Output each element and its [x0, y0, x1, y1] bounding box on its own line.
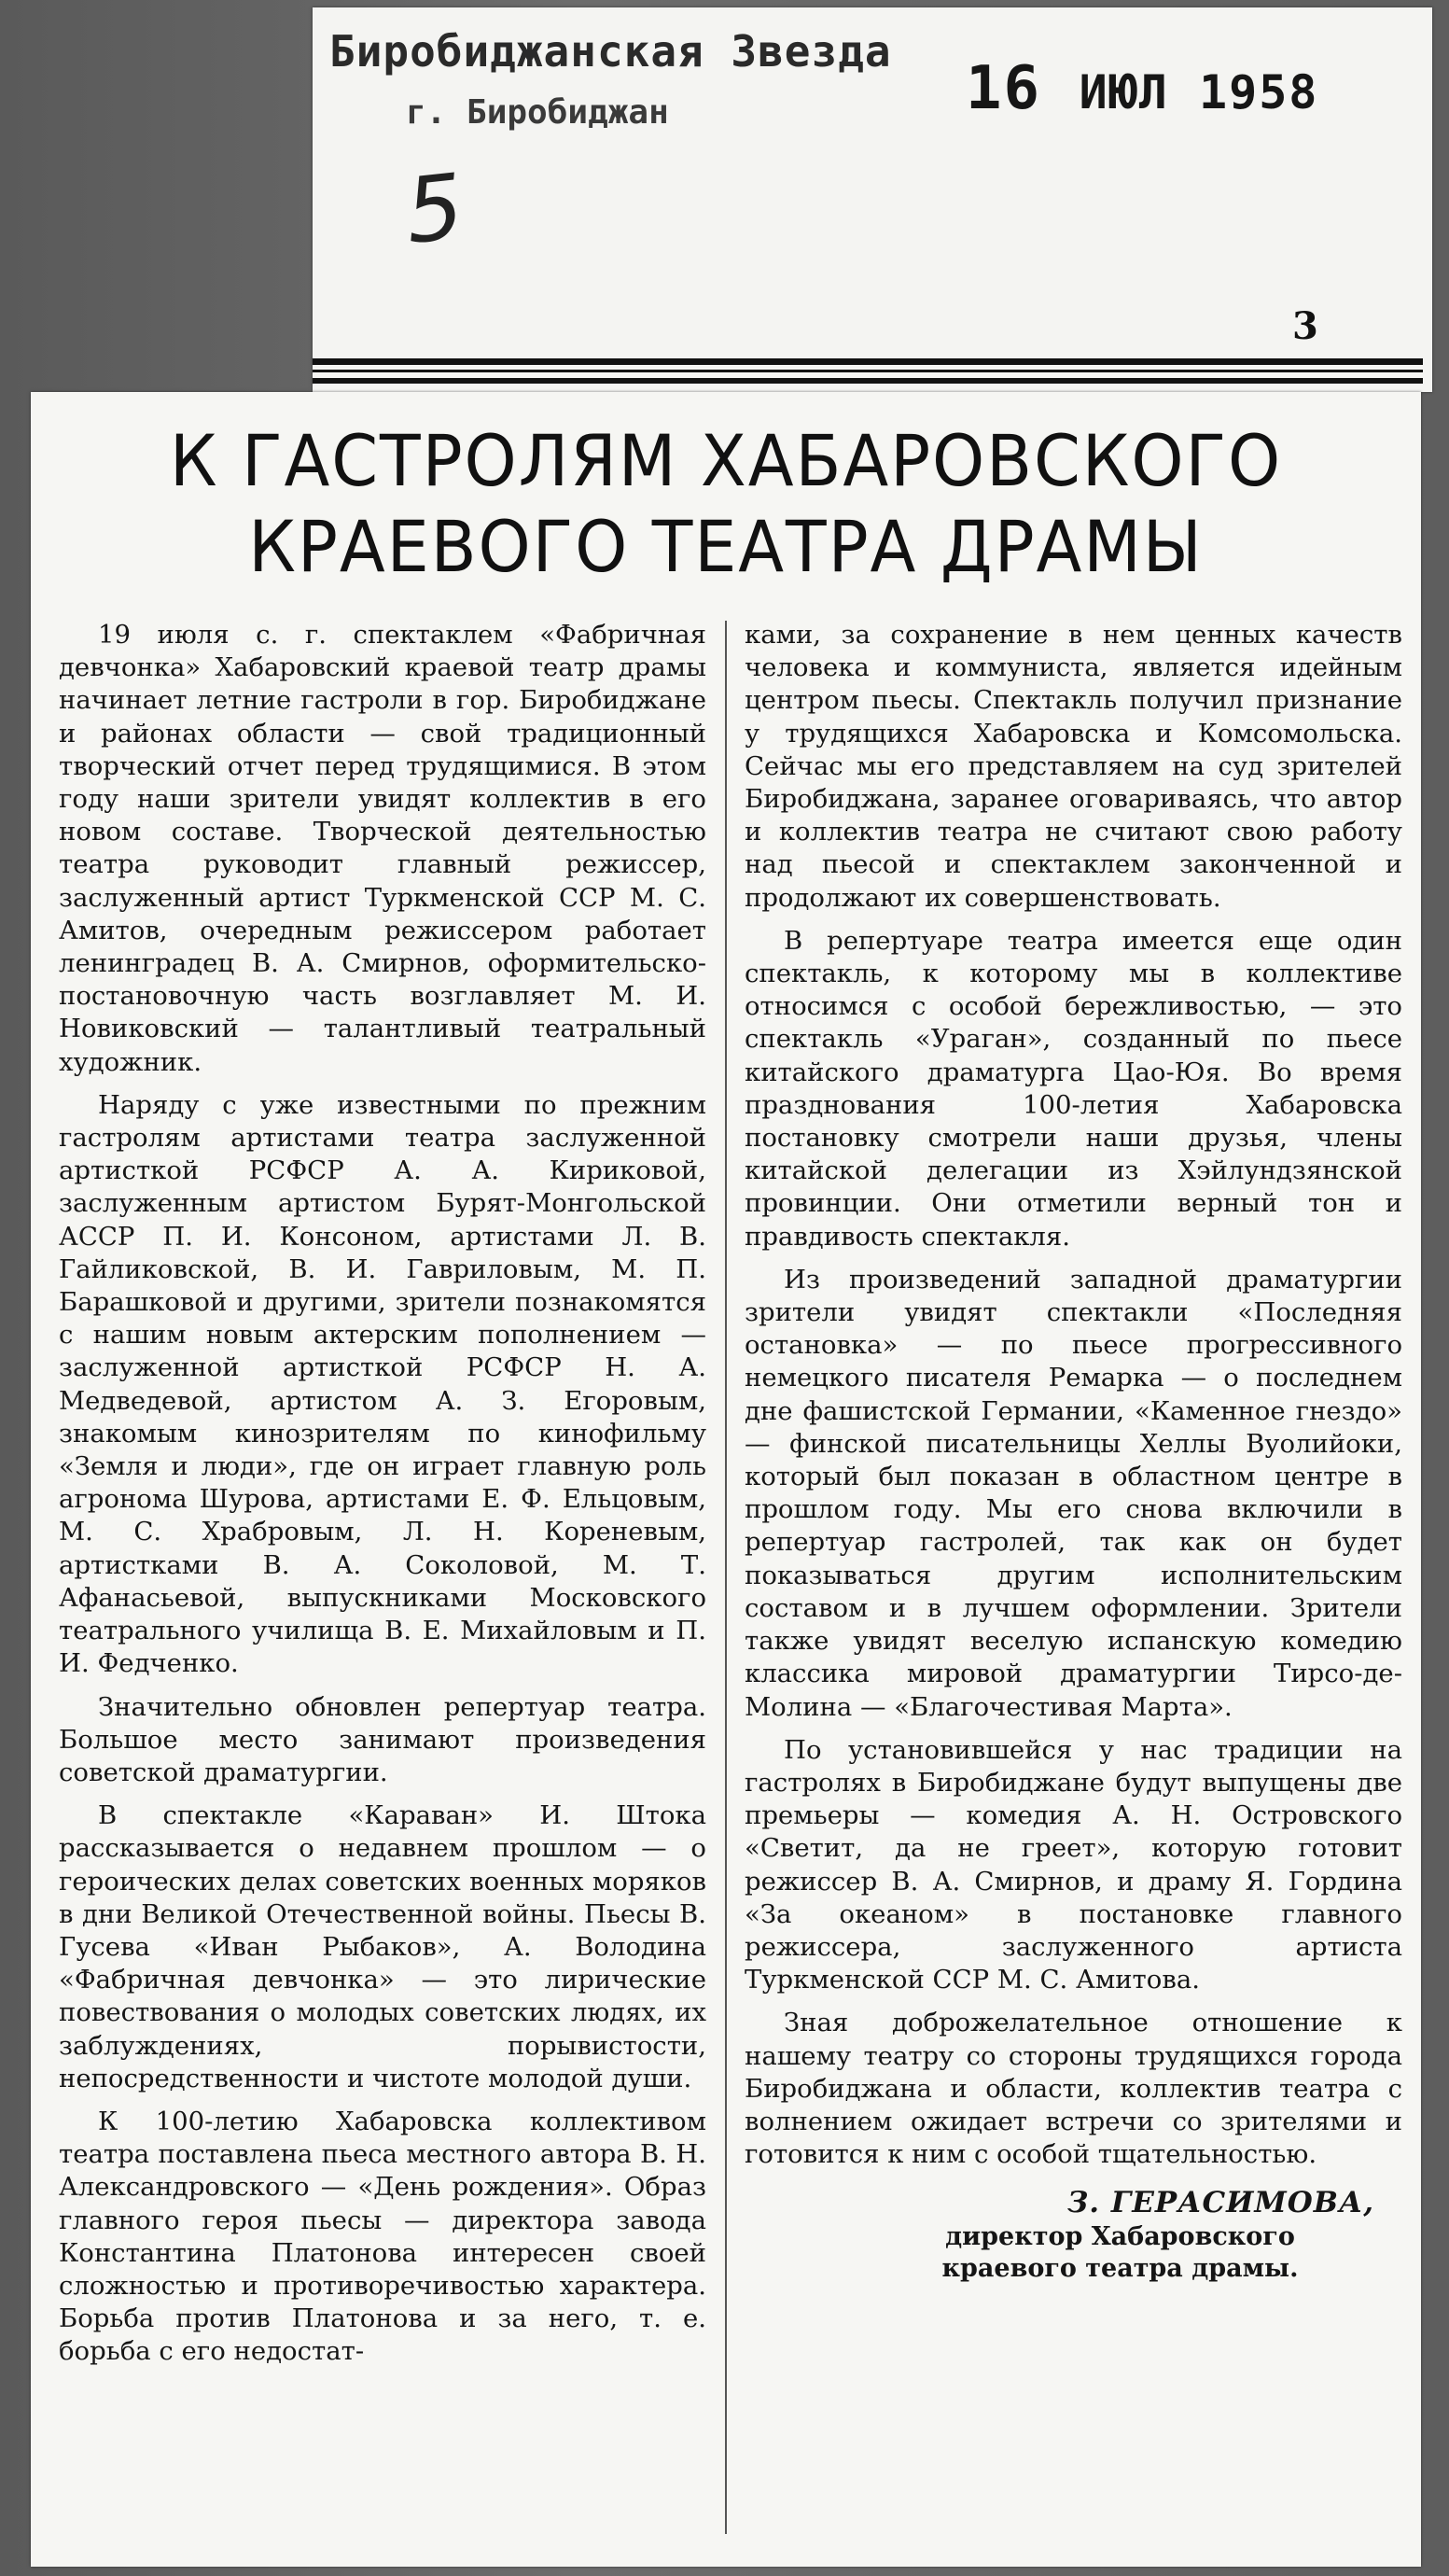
- paragraph: 19 июля с. г. спектаклем «Фабричная девчонка» Хабаровский краевой театр драмы начинает летние гастроли в гор. Биробиджане и районах области — свой традиционный творческий отчет перед трудящимися. В этом году наши зрители увидят коллектив в его новом составе. Творческой деятельностью театра руководит главный режиссер, заслуженный артист Туркменской ССР М. С. Амитов, очередным режиссером работает ленинградец В. А. Смирнов, оформительско-постановочную часть возглавляет М. И. Новиковский — талантливый театральный художник.: [59, 620, 706, 1077]
- paragraph: Зная доброжелательное отношение к нашему театру со стороны трудящихся города Биробиджана и области, коллектив театра с волнением ожидает встречи со зрителями и готовится к ним с особой тщательностью.: [745, 2008, 1402, 2170]
- masthead-rule: [313, 358, 1423, 365]
- column-divider: [725, 621, 727, 2534]
- author-role: директор Хабаровского краевого театра драмы.: [941, 2222, 1299, 2284]
- paragraph: ками, за сохранение в нем ценных качеств человека и коммуниста, является идейным центром пьесы. Спектакль получил признание у трудящихся Хабаровска и Комсомольска. Сейчас мы его представляем на суд зрителей Биробиджана, заранее оговариваясь, что автор и коллектив театра не считают свою работу над пьесой и спектаклем законченной и продолжают их совершенствовать.: [745, 620, 1402, 913]
- author-name: З. ГЕРАСИМОВА,: [1066, 2186, 1374, 2220]
- handwritten-mark: 5: [400, 154, 468, 264]
- headline-line-2: КРАЕВОГО ТЕАТРА ДРАМЫ: [248, 505, 1204, 588]
- article-clipping: [31, 392, 1421, 2567]
- paragraph: Значительно обновлен репертуар театра. Большое место занимают произведения советской драматургии.: [59, 1691, 706, 1787]
- paragraph: По установившейся у нас традиции на гастролях в Биробиджане будут выпущены две премьеры — комедия А. Н. Островского «Светит, да не греет», которую готовит режиссер В. А. Смирнов, и драму Я. Гордина «За океаном» в постановке главного режиссера, заслуженного артиста Туркменской ССР М. С. Амитова.: [745, 1734, 1402, 1995]
- article-column-left: [59, 619, 706, 2379]
- masthead-rule: [313, 378, 1423, 384]
- page-number: 3: [1292, 304, 1318, 348]
- article-headline: [73, 418, 1380, 590]
- newspaper-city: г. Биробиджан: [406, 93, 669, 132]
- paragraph: В репертуаре театра имеется еще один спектакль, к которому мы в коллективе относимся с особой бережливостью, — это спектакль «Ураган», созданный по пьесе китайского драматурга Цао-Юя. Во время празднования 100-летия Хабаровска постановку смотрели наши друзья, члены китайской делегации из Хэйлундзянской провинции. Они отметили верный тон и правдивость спектакля.: [745, 925, 1402, 1252]
- newspaper-name: Биробиджанская Звезда: [329, 26, 892, 77]
- signature-block: [745, 2184, 1402, 2285]
- date-stamp-day: 16: [966, 54, 1042, 123]
- paragraph: Наряду с уже известными по прежним гастролям артистами театра заслуженной артисткой РСФСР А. А. Кириковой, заслуженным артистом Бурят-Монгольской АССР П. И. Консоном, артистами Л. В. Гайликовской, В. И. Гавриловым, М. П. Барашковой и другими, зрители познакомятся с нашим новым актерским пополнением — заслуженной артисткой РСФСР Н. А. Медведевой, артистом А. З. Егоровым, знакомым кинозрителям по кинофильму «Земля и люди», где он играет главную роль агронома Шурова, артистами Е. Ф. Ельцовым, М. С. Храбровым, Л. Н. Кореневым, артистками В. А. Соколовой, М. Т. Афанасьевой, выпускниками Московского театрального училища В. Е. Михайловым и П. И. Федченко.: [59, 1089, 706, 1679]
- masthead-rule: [313, 370, 1423, 372]
- article-column-right: [745, 619, 1402, 2285]
- date-stamp-month-year: ИЮЛ 1958: [1079, 65, 1319, 119]
- headline-line-1: К ГАСТРОЛЯМ ХАБАРОВСКОГО: [169, 419, 1283, 502]
- paragraph: Из произведений западной драматургии зрители увидят спектакли «Последняя остановка» — по пьесе прогрессивного немецкого писателя Ремарка — о последнем дне фашистской Германии, «Каменное гнездо» — финской писательницы Хеллы Вуолийоки, который был показан в областном центре в прошлом году. Мы его снова включили в репертуар гастролей, так как он будет показываться другим исполнительским составом и в лучшем оформлении. Зрители также увидят веселую испанскую комедию классика мировой драматургии Тирсо-де-Молина — «Благочестивая Марта».: [745, 1264, 1402, 1722]
- date-stamp: [966, 54, 1318, 123]
- paragraph: К 100-летию Хабаровска коллективом театра поставлена пьеса местного автора В. Н. Александровского — «День рождения». Образ главного героя пьесы — директора завода Константина Платонова интересен своей сложностью и противоречивостью характера. Борьба против Платонова и за него, т. е. борьба с его недостат-: [59, 2106, 706, 2367]
- paragraph: В спектакле «Караван» И. Штока рассказывается о недавнем прошлом — о героических делах советских военных моряков в дни Великой Отечественной войны. Пьесы В. Гусева «Иван Рыбаков», А. Володина «Фабричная девчонка» — это лирические повествования о молодых советских людях, их заблуждениях, порывистости, непосредственности и чистоте молодой души.: [59, 1800, 706, 2093]
- masthead-clipping: [313, 7, 1432, 392]
